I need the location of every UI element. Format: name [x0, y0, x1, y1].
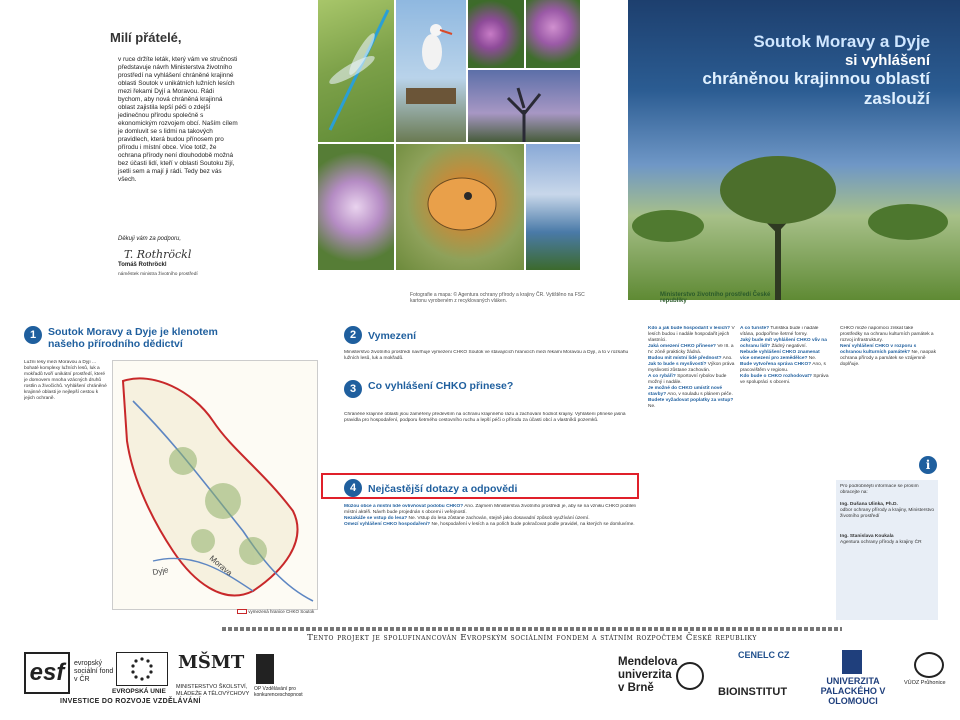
- river-landscape-photo: [526, 144, 580, 270]
- section-1-title: Soutok Moravy a Dyje je klenotem našeho přírodního dědictví: [48, 326, 218, 350]
- palacky-university-label: UNIVERZITA PALACKÉHO V OLOMOUCI: [820, 676, 886, 706]
- section-3-badge: 3: [344, 380, 362, 398]
- legend-label: vymezená hranice CHKO Soutok: [248, 609, 315, 614]
- faq-column-3: CHKO může napomoci získat také prostředky na ochranu kulturních památek a rozvoj infrastruktury. Není vyhlášení CHKO v rozporu s ochranou kulturních památek? Ne, naopak ochrana přírody a památek se vzájemně doplňuje.: [840, 326, 936, 367]
- esf-logo: esf: [24, 652, 70, 694]
- cenelc-logo: CENELC CZ: [738, 650, 790, 660]
- mendel-university-emblem: [676, 662, 704, 690]
- phlox-flower-photo: [318, 144, 394, 270]
- faq-highlight-frame: [321, 473, 639, 499]
- signatory-name: Tomáš Rothröckl: [118, 262, 167, 268]
- section-1-text: Lužní lesy mezi Moravou a Dyjí ... bohaté komplexy lužních lesů, luk a mokřadů tvoří unikátní prostředí, které je domovem mnoha vzácných druhů rostlin a živočichů. Vyhlášení chráněné krajinné oblasti je nejlepší cestou k jejich ochraně.: [24, 360, 107, 401]
- ministry-label: Ministerstvo životního prostředí České republiky: [660, 292, 771, 304]
- section-3-text: Chráněné krajinné oblasti jsou zaměřeny především na ochranu krajinného rázu a zachování hodnot krajiny. Vyhlášení přinese jasná pravidla pro hospodaření, podporu šetrného cestovního ruchu a lepší péči o přírodu za účasti obcí a vlastníků pozemků.: [344, 412, 626, 423]
- section-4-text: Můžou obce a místní lidé ovlivňovat podobu CHKO? Ano. Zájmem Ministerstva životního prostředí je, aby se na vzniku CHKO podíleli místní aktéři. Návrh bude projednán s obcemi i veřejností. Nezakáže se vstup do lesa? Ne. Vstup do lesa zůstane zachován, stejně jako dosavadní způsob využívání území. Omezí vyhlášení CHKO hospodaření? Ne, hospodaření v lesích a na polích bude pokračovat podle pravidel, na kterých se domluvíme.: [344, 504, 636, 527]
- map-legend: [237, 609, 314, 614]
- solitary-oak-dusk-photo: [468, 70, 580, 142]
- allium-flower-photo: [526, 0, 580, 68]
- letter-thanks: Děkuji vám za podporu,: [118, 236, 182, 242]
- op-vk-logo: [256, 654, 274, 684]
- cover-title-line3: chráněnou krajinnou oblastí: [702, 69, 930, 88]
- msmt-logo: MŠMT: [178, 652, 245, 673]
- contact-1-name: Ing. Dušana Ulinka, Ph.D.: [840, 502, 898, 507]
- proposed-area-map: [112, 360, 318, 610]
- op-vk-label: OP Vzdělávání pro konkurenceschopnost: [254, 686, 303, 698]
- bioinstitut-logo: BIOINSTITUT: [718, 686, 788, 698]
- legend-swatch: [237, 609, 247, 614]
- dragonfly-photo: [318, 0, 394, 142]
- mendel-university-label: Mendelova univerzita v Brně: [618, 656, 678, 694]
- palacky-university-emblem: [842, 650, 862, 674]
- section-3-title: Co vyhlášení CHKO přinese?: [368, 380, 514, 392]
- contact-1-role: odbor ochrany přírody a krajiny, Ministerstvo životního prostředí: [840, 508, 935, 519]
- clover-flower-photo: [468, 0, 524, 68]
- cover-title-line4: zaslouží: [863, 88, 930, 108]
- project-funding-statement: Tento projekt je spolufinancován Evropským sociálním fondem a státním rozpočtem České republiky: [307, 633, 757, 643]
- contact-text: [840, 484, 936, 616]
- section-4-badge: 4: [344, 479, 362, 497]
- contact-2-role: Agentura ochrany přírody a krajiny ČR: [840, 540, 922, 545]
- contact-heading: Pro podrobnější informace se prosím obracejte na:: [840, 484, 919, 495]
- cover-title-line2: si vyhlášení: [844, 52, 930, 69]
- letter-greeting: Milí přátelé,: [110, 30, 182, 45]
- section-4-title: Nejčastější dotazy a odpovědi: [368, 483, 518, 495]
- map-label-dyje: Dyje: [151, 565, 170, 577]
- info-icon: i: [919, 456, 937, 474]
- faq-column-2: A co turisté? Turistika bude i nadále vítána, podpoříme šetrné formy. Jaký bude mít vyhlášení CHKO vliv na ochranu lidí? Žádný negativní. Nebude vyhlášení CHKO znamenat více omezení pro zemědělce? Ne. Bude vytvořena správa CHKO? Ano, s pracovištěm v regionu. Kdo bude o CHKO rozhodovat? Správa ve spolupráci s obcemi.: [740, 326, 829, 385]
- eu-label: EVROPSKÁ UNIE: [112, 688, 166, 695]
- faq-column-1: Kdo a jak bude hospodařit v lesích? V lesích budou i nadále hospodařit jejich vlastníci. Jaká omezení CHKO přinese? Ve III. a IV. zóně prakticky žádná. Budou mít místní lidé přednost? Ano. Jak to bude s myslivostí? Výkon práva myslivosti zůstane zachován. A co rybáři? Sportovní rybolov bude možný i nadále. Je možné do CHKO umístit nové stavby? Ano, v souladu s plánem péče. Budete vyžadovat poplatky za vstup? Ne.: [648, 326, 735, 409]
- map-label-morava: Morava: [207, 553, 234, 578]
- cover-title: [640, 32, 930, 108]
- investment-slogan: INVESTICE DO ROZVOJE VZDĚLÁVÁNÍ: [60, 698, 201, 705]
- photo-credit: Fotografie a mapa: © Agentura ochrany přírody a krajiny ČR. Vytištěno na FSC kartonu vyrobeném z recyklovaných vláken.: [410, 292, 585, 304]
- stork-photo: [396, 0, 466, 142]
- eu-flag-logo: [116, 652, 168, 686]
- section-2-text: Ministerstvo životního prostředí navrhuje vymezení CHKO Soutok ve stávajících hranicích mezi řekami Moravou a Dyjí, a to v rozsahu lužních lesů, luk a mokřadů.: [344, 350, 629, 361]
- msmt-label: MINISTERSTVO ŠKOLSTVÍ, MLÁDEŽE A TĚLOVÝCHOVY: [176, 684, 250, 697]
- handwritten-signature: T. Rothröckl: [124, 248, 192, 261]
- contact-2-name: Ing. Stanislava Koukala: [840, 534, 894, 539]
- butterfly-photo: [396, 144, 524, 270]
- section-2-badge: 2: [344, 326, 362, 344]
- cover-title-line1: Soutok Moravy a Dyje: [753, 32, 930, 51]
- section-1-badge: 1: [24, 326, 42, 344]
- section-2-title: Vymezení: [368, 330, 417, 342]
- esf-label: evropský sociální fond v ČR: [74, 660, 114, 683]
- vuoz-emblem: [914, 652, 944, 678]
- vuoz-label: VÚOZ Průhonice: [904, 680, 946, 686]
- cut-strip: [222, 627, 842, 631]
- signatory-role: náměstek ministra životního prostředí: [118, 272, 198, 277]
- letter-body: v ruce držíte leták, který vám ve stručnosti představuje návrh Ministerstva životního prostředí na vyhlášení chráněné krajinné oblasti Soutok v unikátních lužních lesích mezi řekami Dyjí a Moravou. Rádi bychom, aby nová chráněná krajinná oblast zajistila lepší péči o zdejší jedinečnou přírodu společně s ekonomickým rozvojem obcí. Naším cílem je domluvit se s lidmi na takových pravidlech, která budou přínosem pro přírodu i místní obce. Více totiž, že ochrana přírody není dlouhodobě možná bez účasti lidí, kteří v oblasti Soutoku žijí, jsetli sem a mají ji rádi. Tedy bez vás všech.: [118, 56, 238, 183]
